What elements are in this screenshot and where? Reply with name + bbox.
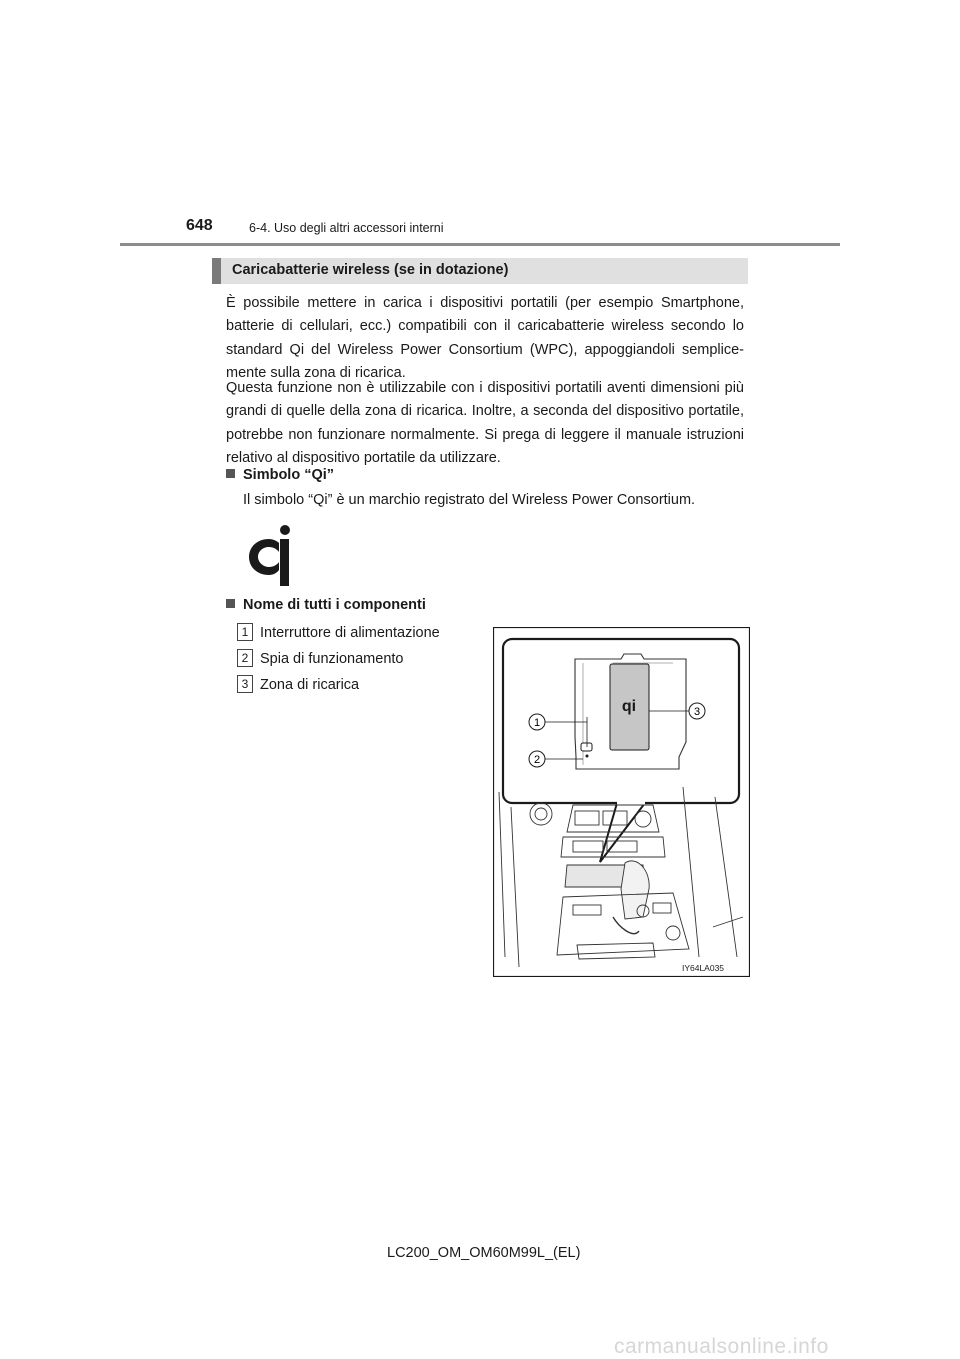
qi-symbol-heading-text: Simbolo “Qi”: [243, 467, 335, 483]
qi-symbol-description: Il simbolo “Qi” è un marchio registrato del Wireless Power Consortium.: [243, 492, 696, 508]
component-label: Spia di funzionamento: [260, 651, 404, 667]
components-heading-text: Nome di tutti i componenti: [243, 597, 426, 613]
callout-3: 3: [693, 706, 701, 718]
document-code: LC200_OM_OM60M99L_(EL): [387, 1245, 581, 1261]
component-item: [237, 623, 440, 641]
section-title: Caricabatterie wireless (se in dotazione): [232, 262, 509, 278]
intro-paragraph: È possibile mettere in carica i dispositivi portatili (per esempio Smartphone, batterie di cellulari, ecc.) compatibili con il caricabatterie wireless secondo lo standard Qi del Wireless Power Consortium (WPC), appoggiandoli semplice-mente sulla zona di ricarica.: [226, 295, 744, 382]
component-label: Zona di ricarica: [260, 677, 360, 693]
component-item: [237, 649, 404, 667]
qi-symbol-heading: [226, 467, 334, 483]
component-number: 3: [237, 675, 253, 693]
watermark: carmanualsonline.info: [614, 1335, 829, 1358]
limitation-paragraph: Questa funzione non è utilizzabile con i dispositivi portatili aventi dimensioni più grandi di quelle della zona di ricarica. Inoltre, a seconda del dispositivo portatile, potrebbe non funzionare normalmente. Si prega di leggere il manuale istruzioni relativo al dispositivo portatile da utilizzare.: [226, 380, 744, 467]
section-reference: 6-4. Uso degli altri accessori interni: [249, 221, 444, 235]
component-item: [237, 675, 359, 693]
bullet-square-icon: [226, 469, 235, 478]
callout-1: 1: [533, 717, 541, 729]
svg-text:qi: qi: [621, 698, 637, 715]
qi-logo-icon: [248, 524, 296, 590]
section-title-bar: [212, 258, 748, 284]
components-heading: [226, 597, 426, 613]
component-number: 1: [237, 623, 253, 641]
component-number: 2: [237, 649, 253, 667]
bullet-square-icon: [226, 599, 235, 608]
header-divider: [120, 243, 840, 246]
page-number: 648: [186, 217, 213, 234]
callout-2: 2: [533, 754, 541, 766]
component-label: Interruttore di alimentazione: [260, 625, 440, 641]
wireless-charger-illustration: [493, 627, 750, 977]
illustration-code: IY64LA035: [681, 963, 725, 973]
